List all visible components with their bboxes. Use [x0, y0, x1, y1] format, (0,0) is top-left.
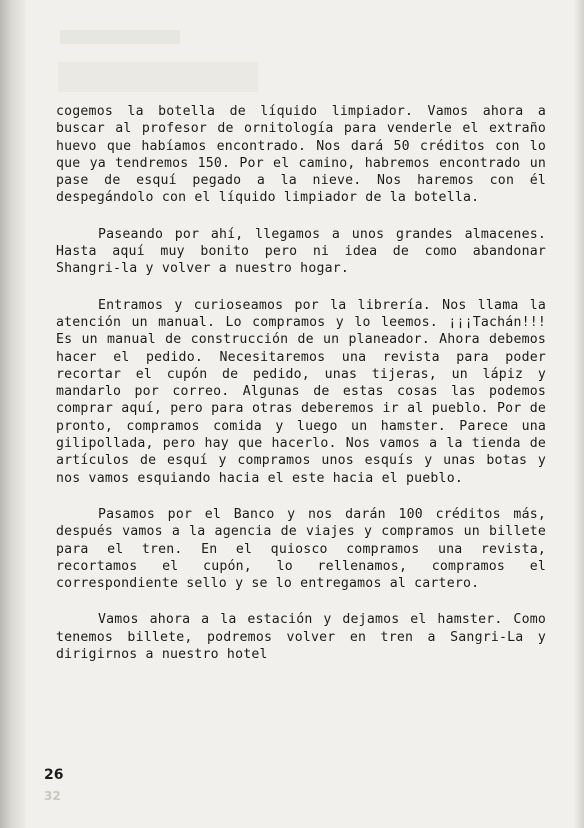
paragraph-3: Entramos y curioseamos por la librería. Nos llama la atención un manual. Lo compramos y lo leemos. ¡¡¡Tachán!!! Es un manual de construcción de un planeador. Ahora debemos hacer el pedido. Necesitaremos una revista para poder recortar el cupón de pedido, unas tijeras, un lápiz y mandarlo por correo. Algunas de estas cosas las podemos comprar aquí, pero para otras deberemos ir al pueblo. Por de pronto, compramos comida y luego un hamster. Parece una gilipollada, pero hay que hacerlo. Nos vamos a la tienda de artículos de esquí y compramos unos esquís y unas botas y nos vamos esquiando hacia el este hacia el pueblo. — [56, 297, 546, 486]
paragraph-1: cogemos la botella de líquido limpiador. Vamos ahora a buscar al profesor de ornitología para venderle el extraño huevo que habíamos encontrado. Nos dará 50 créditos con lo que ya tendremos 150. Por el camino, habremos encontrado un pase de esquí pegado a la nieve. Nos haremos con él despegándolo con el líquido limpiador de la botella. — [56, 104, 546, 206]
page-right-edge — [574, 0, 584, 828]
body-text — [56, 103, 546, 682]
bleed-through-header — [60, 30, 180, 44]
bleed-through-page-number: 32 — [44, 789, 61, 803]
paragraph-2: Paseando por ahí, llegamos a unos grandes almacenes. Hasta aquí muy bonito pero ni idea de como abandonar Shangri-la y volver a nuestro hogar. — [56, 226, 546, 277]
page-binding-edge — [0, 0, 26, 828]
paragraph-4: Pasamos por el Banco y nos darán 100 créditos más, después vamos a la agencia de viajes y compramos un billete para el tren. En el quiosco compramos una revista, recortamos el cupón, lo rellenamos, compramos el correspondiente sello y se lo entregamos al cartero. — [56, 506, 546, 592]
page-number: 26 — [44, 767, 64, 783]
bleed-through-title — [58, 62, 258, 92]
paragraph-5: Vamos ahora a la estación y dejamos el hamster. Como tenemos billete, podremos volver en tren a Sangri-La y dirigirnos a nuestro hotel — [56, 612, 546, 663]
